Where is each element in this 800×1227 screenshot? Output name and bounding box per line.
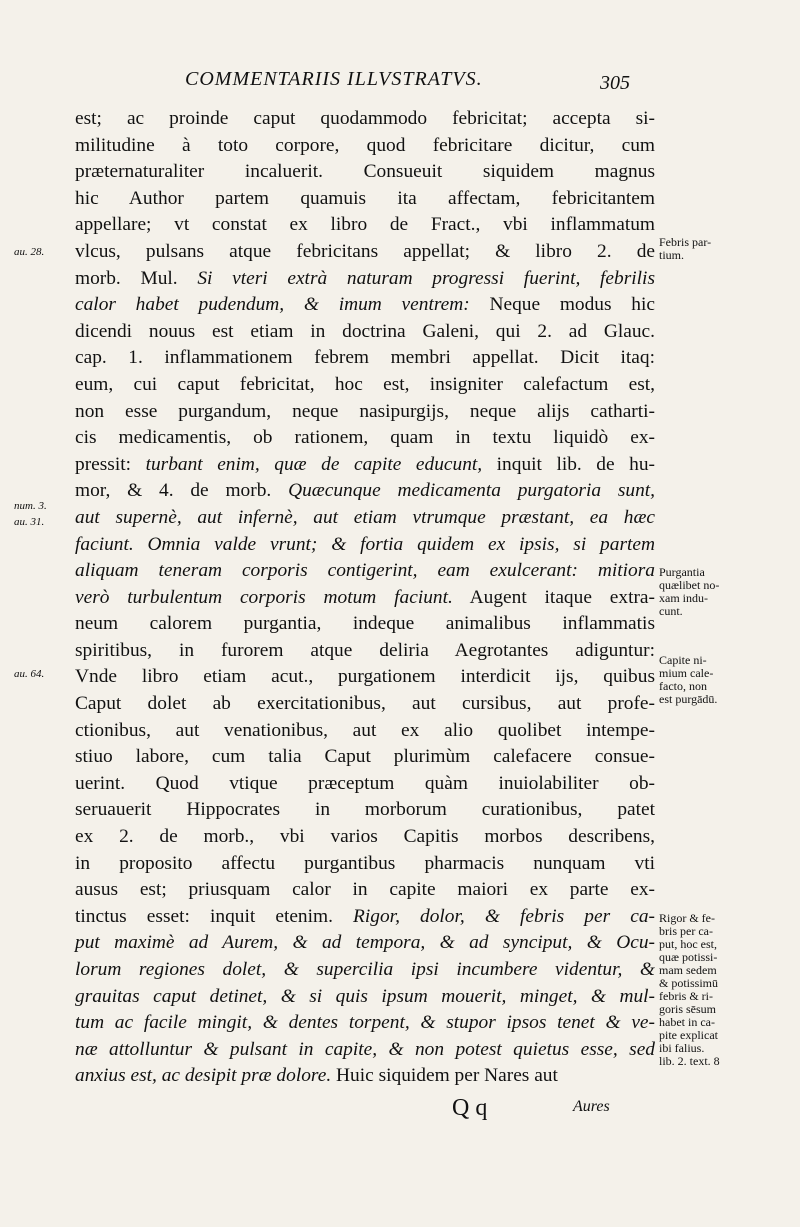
margin-note-line: pite explicat: [659, 1028, 718, 1042]
text-segment: in proposito affectu purgantibus pharmacis nunquam vti: [75, 852, 655, 874]
text-line: [75, 372, 655, 399]
text-segment: præternaturaliter incaluerit. Consueuit siquidem magnus: [75, 161, 655, 183]
body-text: [75, 106, 655, 1090]
text-segment: Huic siquidem per Nares aut: [331, 1065, 558, 1087]
margin-note-line: quælibet no-: [659, 578, 720, 592]
text-segment: cis medicamentis, ob rationem, quam in textu liquidò ex-: [75, 427, 655, 449]
margin-note-line: & potissimū: [659, 976, 719, 990]
right-margin-note: [659, 912, 789, 1068]
text-segment: Vnde libro etiam acut., purgationem interdicit ijs, quibus: [75, 666, 655, 688]
signature-mark: Q q: [452, 1095, 488, 1121]
text-segment: spiritibus, in furorem atque deliria Aegrotantes adiguntur:: [75, 639, 655, 661]
text-segment: Si vteri extrà naturam progressi fuerint, febrilis: [197, 267, 655, 289]
margin-note-line: facto, non: [659, 679, 707, 693]
text-segment: seruauerit Hippocrates in morborum curationibus, patet: [75, 799, 655, 821]
margin-note-line: Rigor & fe-: [659, 911, 715, 925]
text-segment: inquit lib. de hu-: [482, 453, 655, 475]
text-line: [75, 718, 655, 745]
margin-note-line: lib. 2. text. 8: [659, 1054, 720, 1068]
text-line: [75, 611, 655, 638]
text-line: [75, 106, 655, 133]
text-segment: Augent itaque extra-: [452, 586, 655, 608]
text-segment: verò turbulentum corporis motum faciunt.: [75, 586, 453, 608]
right-margin-note: [659, 236, 789, 262]
left-margin-note: au. 28.: [14, 246, 45, 258]
catchword: Aures: [573, 1098, 610, 1115]
running-title: COMMENTARIIS ILLVSTRATVS.: [185, 68, 483, 90]
text-line: [75, 904, 655, 931]
text-segment: næ attolluntur & pulsant in capite, & non potest quietus esse, sed: [75, 1038, 655, 1060]
text-segment: grauitas caput detinet, & si quis ipsum mouerit, minget, & mul-: [75, 985, 655, 1007]
left-margin-note: au. 31.: [14, 516, 45, 528]
text-segment: neum calorem purgantia, indeque animalibus inflammatis: [75, 613, 655, 635]
margin-note-line: put, hoc est,: [659, 937, 717, 951]
text-line: [75, 957, 655, 984]
text-line: [75, 266, 655, 293]
text-line: [75, 1063, 655, 1090]
text-segment: Rigor, dolor, & febris per ca-: [353, 905, 655, 927]
text-segment: ex 2. de morb., vbi varios Capitis morbos describens,: [75, 826, 655, 848]
text-line: [75, 664, 655, 691]
text-segment: aliquam teneram corporis contigerint, eam exulcerant: mitiora: [75, 560, 655, 582]
text-line: [75, 585, 655, 612]
text-segment: hic Author partem quamuis ita affectam, febricitantem: [75, 187, 655, 209]
text-segment: morb. Mul.: [75, 267, 198, 289]
margin-note-line: xam indu-: [659, 591, 708, 605]
text-segment: militudine à toto corpore, quod febricitare dicitur, cum: [75, 134, 655, 156]
text-line: [75, 292, 655, 319]
left-margin-note: num. 3.: [14, 500, 47, 512]
text-segment: appellare; vt constat ex libro de Fract., vbi inflammatum: [75, 214, 655, 236]
text-segment: vlcus, pulsans atque febricitans appellat; & libro 2. de: [75, 240, 655, 262]
text-segment: mor, & 4. de morb.: [75, 480, 289, 502]
margin-note-line: Capite ni-: [659, 653, 707, 667]
text-line: [75, 930, 655, 957]
text-segment: Neque modus hic: [469, 294, 655, 316]
text-segment: aut supernè, aut infernè, aut etiam vtrumque præstant, ea hæc: [75, 506, 655, 528]
text-segment: put maximè ad Aurem, & ad tempora, & ad synciput, & Ocu-: [75, 932, 655, 954]
text-segment: est; ac proinde caput quodammodo febricitat; accepta si-: [75, 108, 655, 129]
text-line: [75, 984, 655, 1011]
text-line: [75, 532, 655, 559]
text-segment: dicendi nouus est etiam in doctrina Galeni, qui 2. ad Glauc.: [75, 320, 655, 342]
text-line: [75, 1010, 655, 1037]
text-line: [75, 505, 655, 532]
page-number: 305: [600, 72, 630, 94]
text-line: [75, 159, 655, 186]
text-segment: Quæcunque medicamenta purgatoria sunt,: [288, 480, 656, 502]
margin-note-line: tium.: [659, 248, 685, 262]
text-line: [75, 797, 655, 824]
margin-note-line: cunt.: [659, 604, 683, 618]
text-segment: ctionibus, aut venationibus, aut ex alio quolibet intempe-: [75, 719, 655, 741]
margin-note-line: ibi falius.: [659, 1041, 705, 1055]
right-margin-note: [659, 566, 789, 618]
text-segment: tinctus esset: inquit etenim.: [75, 905, 354, 927]
text-line: [75, 877, 655, 904]
text-segment: pressit:: [75, 453, 146, 475]
text-segment: non esse purgandum, neque nasipurgijs, neque alijs catharti-: [75, 400, 655, 422]
margin-note-line: habet in ca-: [659, 1015, 715, 1029]
text-segment: calor habet pudendum, & imum ventrem:: [75, 294, 470, 316]
text-segment: Caput dolet ab exercitationibus, aut cursibus, aut profe-: [75, 693, 655, 715]
text-line: [75, 691, 655, 718]
text-segment: uerint. Quod vtique præceptum quàm inuiolabiliter ob-: [75, 772, 655, 794]
margin-note-line: febris & ri-: [659, 989, 713, 1003]
text-line: [75, 824, 655, 851]
text-segment: turbant enim, quæ de capite educunt,: [145, 453, 483, 475]
right-margin-note: [659, 654, 789, 706]
margin-note-line: mium cale-: [659, 666, 714, 680]
text-line: [75, 638, 655, 665]
margin-note-line: goris sēsum: [659, 1002, 716, 1016]
text-segment: faciunt. Omnia valde vrunt; & fortia quidem ex ipsis, si partem: [75, 533, 655, 555]
margin-note-line: mam sedem: [659, 963, 717, 977]
text-segment: lorum regiones dolet, & supercilia ipsi incumbere videntur, &: [75, 959, 655, 980]
text-line: [75, 558, 655, 585]
text-segment: ausus est; priusquam calor in capite maiori ex parte ex-: [75, 879, 655, 901]
margin-note-line: Febris par-: [659, 235, 712, 249]
text-line: [75, 319, 655, 346]
text-line: [75, 425, 655, 452]
text-line: [75, 133, 655, 160]
text-segment: tum ac facile mingit, & dentes torpent, & stupor ipsos tenet & ve-: [75, 1012, 655, 1034]
margin-note-line: bris per ca-: [659, 924, 713, 938]
text-line: [75, 1037, 655, 1064]
margin-note-line: Purgantia: [659, 565, 705, 579]
text-segment: eum, cui caput febricitat, hoc est, insigniter calefactum est,: [75, 373, 655, 395]
text-segment: stiuo labore, cum talia Caput plurimùm calefacere consue-: [75, 746, 655, 768]
text-line: [75, 851, 655, 878]
text-line: [75, 399, 655, 426]
text-line: [75, 239, 655, 266]
text-line: [75, 478, 655, 505]
margin-note-line: quæ potissi-: [659, 950, 718, 964]
text-line: [75, 212, 655, 239]
text-line: [75, 186, 655, 213]
left-margin-note: au. 64.: [14, 668, 45, 680]
text-line: [75, 345, 655, 372]
text-segment: cap. 1. inflammationem febrem membri appellat. Dicit itaq:: [75, 347, 655, 369]
text-line: [75, 771, 655, 798]
text-line: [75, 744, 655, 771]
margin-note-line: est purgādū.: [659, 692, 718, 706]
text-line: [75, 452, 655, 479]
text-segment: anxius est, ac desipit præ dolore.: [75, 1065, 332, 1087]
